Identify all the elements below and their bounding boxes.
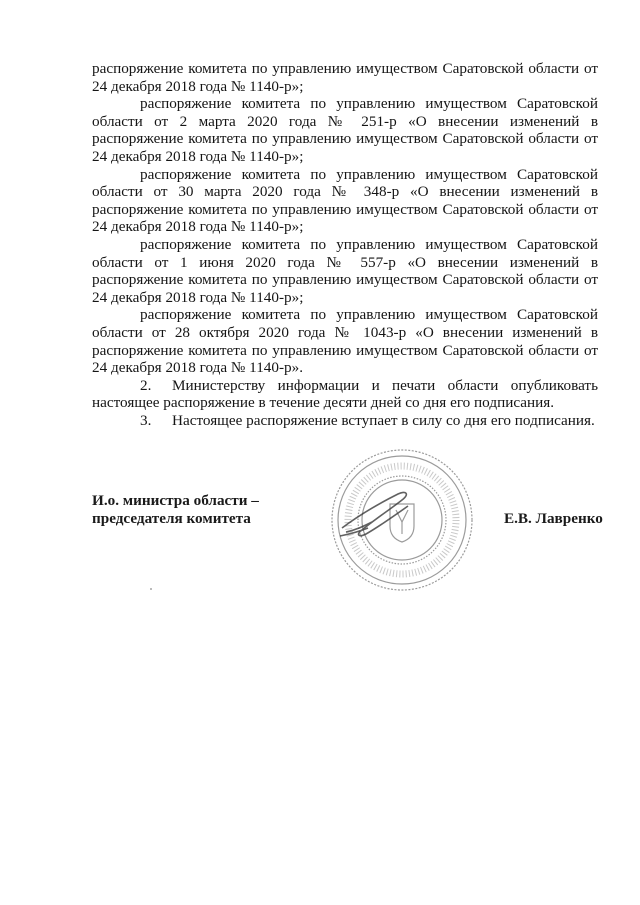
paragraph-2: распоряжение комитета по управлению имуществом Саратовской области от 2 марта 2020 года № 251-р «О внесении изменений в распоряжение комитета по управлению имуществом Саратовской области от 24 декабря 2018 года № 1140-р»; <box>92 95 598 165</box>
position-line-2: председателя комитета <box>92 509 251 527</box>
numbered-item-3 <box>92 412 598 430</box>
position-line-1: И.о. министра области – <box>92 492 259 509</box>
item-number: 2. <box>140 376 152 394</box>
item-text: Министерству информации и печати области опубликовать настоящее распоряжение в течение десяти дней со дня его подписания. <box>92 376 598 412</box>
document-body <box>92 60 598 429</box>
paragraph-5: распоряжение комитета по управлению имуществом Саратовской области от 28 октября 2020 года № 1043-р «О внесении изменений в распоряжение комитета по управлению имуществом Саратовской области от 24 декабря 2018 года № 1140-р». <box>92 306 598 377</box>
paragraph-4: распоряжение комитета по управлению имуществом Саратовской области от 1 июня 2020 года № 557-р «О внесении изменений в распоряжение комитета по управлению имуществом Саратовской области от 24 декабря 2018 года № 1140-р»; <box>92 235 598 306</box>
numbered-item-2 <box>92 377 598 412</box>
scan-speck <box>150 588 152 590</box>
item-number: 3. <box>140 411 152 429</box>
paragraph-1: распоряжение комитета по управлению имуществом Саратовской области от 24 декабря 2018 года № 1140-р»; <box>92 60 598 95</box>
item-text: Настоящее распоряжение вступает в силу со дня его подписания. <box>172 411 595 429</box>
signatory-name: Е.В. Лавренко <box>504 510 603 527</box>
official-stamp-icon <box>328 446 476 594</box>
paragraph-3: распоряжение комитета по управлению имуществом Саратовской области от 30 марта 2020 года № 348-р «О внесении изменений в распоряжение комитета по управлению имуществом Саратовской области от 24 декабря 2018 года № 1140-р»; <box>92 165 598 236</box>
signatory-position <box>92 492 259 527</box>
